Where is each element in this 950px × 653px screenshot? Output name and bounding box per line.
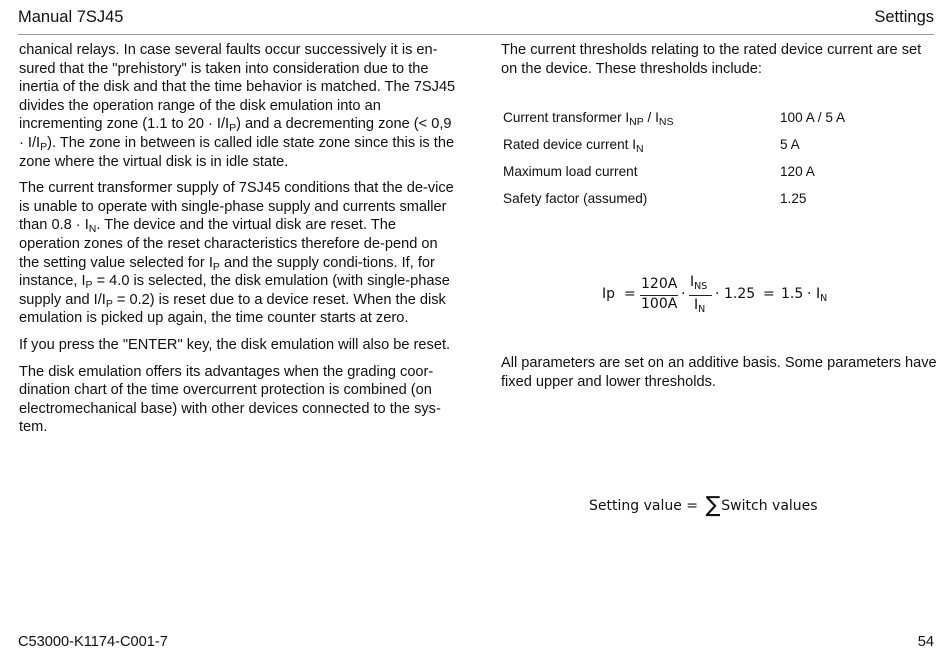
fraction-denominator: [694, 297, 705, 313]
formula-dot: ·: [681, 286, 686, 302]
param-label: [503, 131, 780, 158]
fraction-numerator: [690, 274, 707, 290]
subscript: N: [635, 143, 644, 155]
setting-lhs: Setting value: [589, 498, 682, 514]
text-fragment: ). The zone in between is called idle state zone since this is the zone where the virtual disk is in idle state.: [19, 134, 455, 170]
setting-value-formula: [589, 491, 818, 516]
paragraph-thresholds-intro: The current thresholds relating to the rated device current are set on the device. These thresholds include:: [501, 42, 922, 77]
table-row: [503, 185, 923, 212]
page-header: [18, 6, 934, 35]
symbol: I: [816, 286, 821, 302]
paragraph-advantages: The disk emulation offers its advantages when the grading coor-dination chart of the time overcurrent protection is combined (on electromechanical base) with other devices connected to the sys-tem.: [19, 363, 441, 436]
param-value: 120 A: [780, 164, 815, 179]
subscript: NS: [658, 116, 674, 128]
paragraph-disk-emulation-zones: [19, 41, 459, 171]
subscript: P: [229, 122, 237, 135]
subscript: P: [105, 297, 113, 310]
subscript: NS: [694, 281, 708, 292]
subscript: P: [212, 260, 220, 273]
setting-equals: =: [686, 498, 699, 514]
formula-dot: ·: [715, 286, 720, 302]
subscript: P: [85, 279, 93, 292]
subscript: N: [820, 293, 828, 304]
subscript: P: [40, 140, 48, 153]
fraction-numerator: 120A: [641, 276, 678, 292]
paragraph-additive-basis: All parameters are set on an additive basis. Some parameters have fixed upper and lower thresholds.: [501, 355, 937, 390]
symbol: I: [694, 297, 699, 313]
param-value: 5 A: [780, 137, 800, 152]
setting-rhs: Switch values: [721, 498, 818, 514]
left-column: [19, 41, 459, 445]
parameters-table: [503, 104, 923, 212]
table-row: [503, 104, 923, 131]
text-fragment: and the supply condi-tions. If, for instance, I: [19, 254, 435, 290]
subscript: NP: [629, 116, 644, 128]
text-fragment: The current transformer supply of 7SJ45 conditions that the de-vice is unable to operate with single-phase supply and currents smaller than 0.8 · I: [19, 180, 454, 234]
formula-result-unit: [816, 286, 827, 302]
text-fragment: chanical relays. In case several faults occur successively it is en-sured that the "prehistory" is taken into consideration due to the inertia of the disk and that the time behavior is matched. The 7SJ45 divides the operation range of the disk emulation into an incrementing zone (1.1 to 20 · I/I: [19, 42, 456, 133]
document-number: C53000-K1174-C001-7: [18, 634, 168, 650]
subscript: N: [88, 223, 97, 236]
text-fragment: Rated device current I: [503, 137, 636, 152]
page-footer: [18, 634, 934, 652]
table-row: [503, 131, 923, 158]
formula-result: 1.5: [781, 286, 804, 302]
manual-title: Manual 7SJ45: [18, 8, 124, 26]
symbol: I: [690, 274, 695, 290]
param-value: 1.25: [780, 191, 807, 206]
formula-dot: ·: [807, 286, 812, 302]
sigma-symbol: ∑: [705, 493, 721, 518]
table-row: [503, 158, 923, 185]
param-label: [503, 104, 780, 131]
subscript: N: [698, 304, 706, 315]
text-fragment: Current transformer I: [503, 110, 630, 125]
text-fragment: = 0.2) is reset due to a device reset. When the disk emulation is picked up again, the time counter starts at zero.: [19, 291, 446, 327]
page-number: 54: [917, 634, 934, 650]
fraction-bar: [689, 295, 712, 296]
fraction-denominator: 100A: [641, 296, 678, 312]
formula-equals: =: [763, 286, 775, 302]
formula-factor: 1.25: [724, 286, 756, 302]
paragraph-ct-supply: [19, 179, 459, 328]
section-title: Settings: [874, 8, 934, 26]
formula-equals: =: [624, 286, 636, 302]
text-fragment: ) and a decrementing zone (< 0,9 · I/I: [19, 116, 452, 151]
right-column: [501, 41, 937, 78]
param-label: Safety factor (assumed): [503, 191, 648, 206]
paragraph-enter-key: If you press the "ENTER" key, the disk emulation will also be reset.: [19, 336, 451, 353]
param-label: Maximum load current: [503, 164, 638, 179]
formula-lhs: Ip: [602, 286, 616, 302]
text-fragment: / I: [643, 110, 659, 125]
param-value: 100 A / 5 A: [780, 110, 846, 125]
text-fragment: = 4.0 is selected, the disk emulation (with single-phase supply and I/I: [19, 273, 450, 308]
text-fragment: . The device and the virtual disk are reset. The operation zones of the reset characteristics therefore de-pend on the setting value selected for I: [19, 217, 438, 271]
